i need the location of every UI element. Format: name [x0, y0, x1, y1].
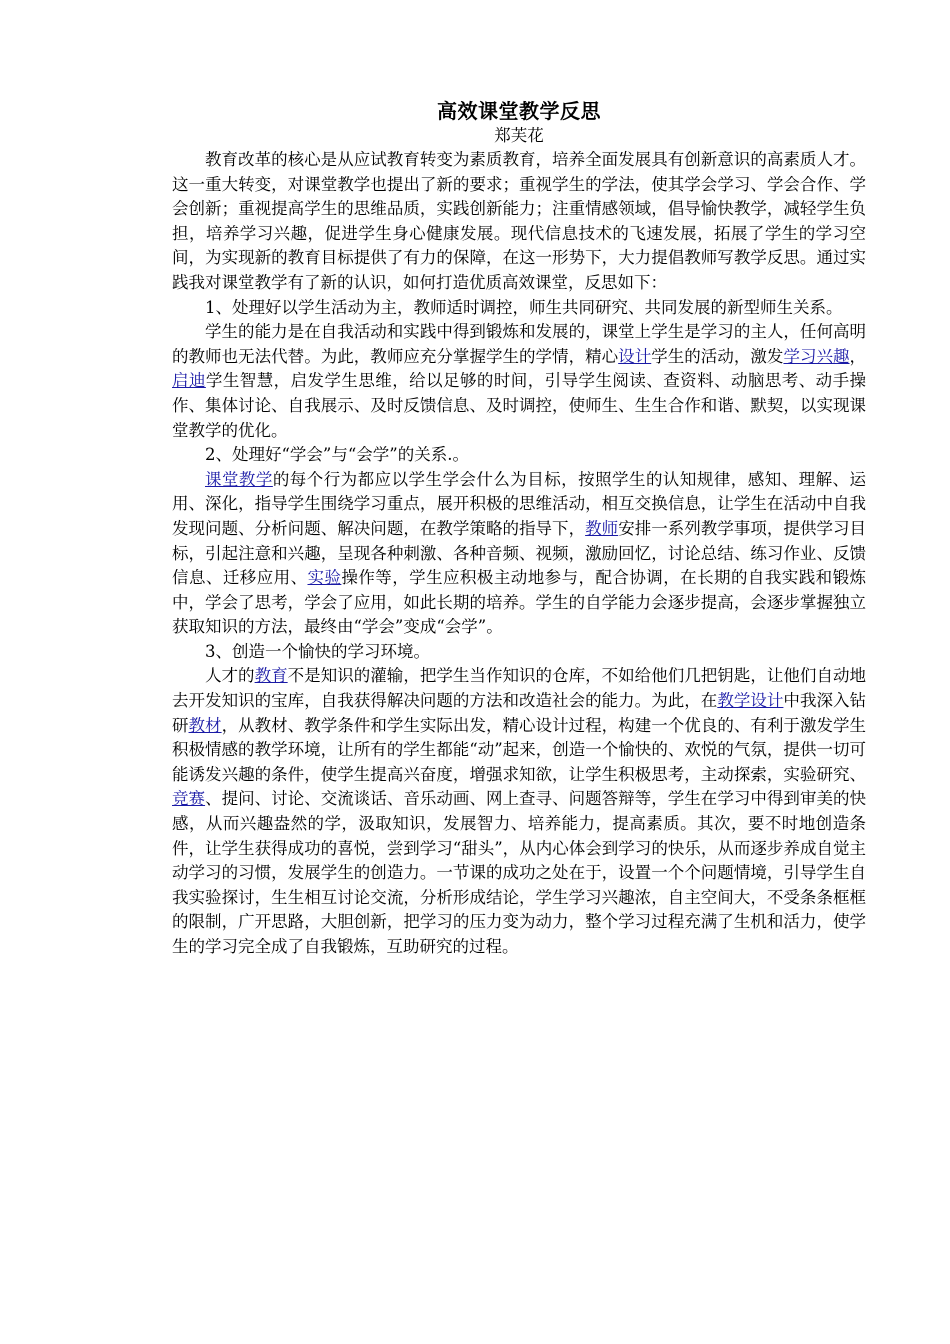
document-body: [172, 96, 866, 960]
text-run: ，: [849, 346, 867, 366]
paragraph-heading-2: [172, 443, 866, 468]
text-run: ，从教材、教学条件和学生实际出发，精心设计过程，构建一个优良的、有利于激发学生积极情感的教学环境，让所有的学生都能“动”起来，创造一个愉快的、欢悦的气氛，提供一切可能诱发兴趣的条件，使学生提高兴奋度，增强求知欲，让学生积极思考，主动探索，实验研究、: [172, 715, 867, 784]
hyperlink[interactable]: 竞赛: [172, 789, 206, 809]
hyperlink[interactable]: 启迪: [172, 371, 206, 391]
text-run: 不是知识的灌输，把学生当作知识的仓库，不如给他们几把钥匙，让他们自动地去开发知识的宝库，自我获得解决问题的方法和改造社会的能力。为此，在: [172, 666, 867, 711]
hyperlink[interactable]: 教育: [254, 666, 288, 686]
author-name: 郑芙花: [494, 126, 544, 145]
text-run: 学生的活动，激发: [651, 346, 784, 366]
text-run: 学生智慧，启发学生思维，给以足够的时间，引导学生阅读、查资料、动脑思考、动手操作、集体讨论、自我展示、及时反馈信息、及时调控，使师生、生生合作和谐、默契，以实现课堂教学的优化。: [172, 371, 866, 440]
hyperlink[interactable]: 设计: [618, 346, 652, 366]
text-run: 中我深入钻研: [172, 691, 867, 735]
hyperlink[interactable]: 教师: [585, 518, 619, 538]
hyperlink[interactable]: 教学设计: [717, 691, 784, 711]
hyperlink[interactable]: 教材: [188, 715, 222, 735]
text-run: 人才的: [205, 666, 255, 686]
text-run: 、提问、讨论、交流谈话、音乐动画、网上查寻、问题答辩等，学生在学习中得到审美的快感，从而兴趣盎然的学，汲取知识，发展智力、培养能力，提高素质。其次，要不时地创造条件，让学生获得成功的喜悦，尝到学习“甜头”，从内心体会到学习的快乐，从而逐步养成自觉主动学习的习惯，发展学生的创造力。一节课的成功之处在于，设置一个个问题情境，引导学生自我实验探讨，生生相互讨论交流，分析形成结论，学生学习兴趣浓，自主空间大，不受条条框框的限制，广开思路，大胆创新，把学习的压力变为动力，整个学习过程充满了生机和活力，使学生的学习完全成了自我锻炼，互助研究的过程。: [172, 789, 867, 956]
paragraph-body-1: [172, 320, 866, 443]
hyperlink[interactable]: 学习兴趣: [783, 346, 850, 366]
paragraph-body-2: [172, 468, 866, 640]
paragraph-intro: [172, 148, 866, 296]
hyperlink[interactable]: 课堂教学: [205, 469, 273, 489]
text-run: 3、创造一个愉快的学习环境。: [205, 641, 430, 661]
text-run: 操作等，学生应积极主动地参与，配合协调，在长期的自我实践和锻炼中，学会了思考，学会了应用，如此长期的培养。学生的自学能力会逐步提高，会逐步掌握独立获取知识的方法，最终由“学会”变成“会学”。: [172, 568, 866, 637]
text-run: 教育改革的核心是从应试教育转变为素质教育，培养全面发展具有创新意识的高素质人才。这一重大转变，对课堂教学也提出了新的要求；重视学生的学法，使其学会学习、学会合作、学会创新；重视提高学生的思维品质，实践创新能力；注重情感领域，倡导愉快教学，减轻学生负担，培养学习兴趣，促进学生身心健康发展。现代信息技术的飞速发展，拓展了学生的学习空间，为实现新的教育目标提供了有力的保障，在这一形势下，大力提倡教师写教学反思。通过实践我对课堂教学有了新的认识，如何打造优质高效课堂，反思如下：: [172, 150, 866, 292]
paragraph-heading-3: [172, 640, 866, 665]
document-title: 高效课堂教学反思: [437, 99, 601, 123]
text-run: 1、处理好以学生活动为主，教师适时调控，师生共同研究、共同发展的新型师生关系。: [205, 297, 843, 317]
text-run: 安排一系列教学事项，提供学习目标，引起注意和兴趣，呈现各种刺激、各种音频、视频，激励回忆，讨论总结、练习作业、反馈信息、迁移应用、: [172, 518, 867, 588]
paragraph-heading-1: [172, 296, 866, 321]
text-run: 的每个行为都应以学生学会什么为目标，按照学生的认知规律，感知、理解、运用、深化，指导学生围绕学习重点，展开积极的思维活动，相互交换信息，让学生在活动中自我发现问题、分析问题、解决问题，在教学策略的指导下，: [172, 469, 867, 538]
paragraph-body-3: [172, 664, 866, 959]
hyperlink[interactable]: 实验: [307, 568, 342, 588]
text-run: 学生的能力是在自我活动和实践中得到锻炼和发展的，课堂上学生是学习的主人，任何高明的教师也无法代替。为此，教师应充分掌握学生的学情，精心: [172, 322, 866, 366]
text-run: 2、处理好“学会”与“会学”的关系.。: [205, 445, 469, 465]
